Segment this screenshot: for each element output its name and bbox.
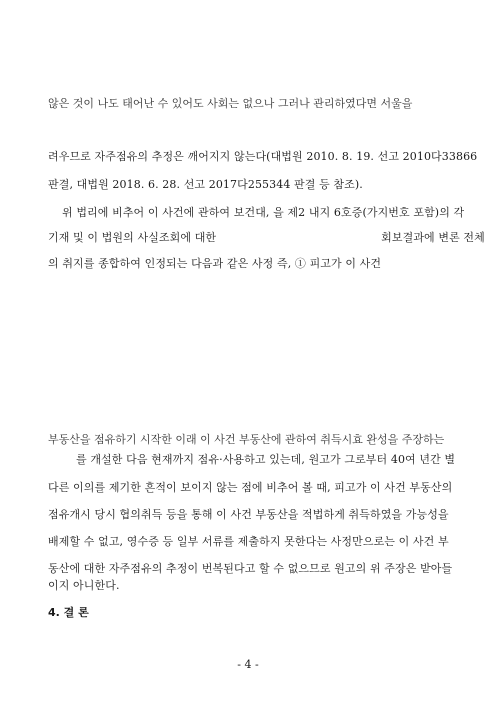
para1-line2: 판결, 대법원 2018. 6. 28. 선고 2017다255344 판결 등 참조). xyxy=(48,178,363,191)
clipped-text-top: 않은 것이 나도 태어난 수 있어도 사회는 없으나 그러나 관리하였다면 서울을 xyxy=(48,97,413,110)
para3-line4: 배제할 수 없고, 영수증 등 일부 서류를 제출하지 못한다는 사정만으로는 이 사건 부 xyxy=(48,535,449,548)
section-heading: 4. 결 론 xyxy=(48,606,89,619)
para2-line2-left: 기재 및 이 법원의 사실조회에 대한 xyxy=(48,231,217,244)
page-number: - 4 - xyxy=(237,658,259,671)
para2-line2-right: 회보결과에 변론 전체 xyxy=(381,231,485,244)
para3-line5: 동산에 대한 자주점유의 추정이 번복된다고 할 수 없으므로 원고의 위 주장은 받아들 xyxy=(48,562,453,575)
para3-line3: 점유개시 당시 협의취득 등을 통해 이 사건 부동산을 적법하게 취득하였을 가능성을 xyxy=(48,508,449,521)
para2-line2 xyxy=(48,231,485,245)
para3-line6: 이지 아니한다. xyxy=(48,579,120,592)
para3-line2: 다른 이의를 제기한 흔적이 보이지 않는 점에 비추어 볼 때, 피고가 이 사건 부동산의 xyxy=(48,481,453,494)
clipped-line-mid xyxy=(48,433,448,446)
para1-line1: 려우므로 자주점유의 추정은 깨어지지 않는다(대법원 2010. 8. 19. 선고 2010다33866 xyxy=(48,150,478,163)
clipped-text-mid: 부동산을 점유하기 시작한 이래 이 사건 부동산에 관하여 취득시효 완성을 주장하는 xyxy=(48,433,445,446)
para2-line1: 위 법리에 비추어 이 사건에 관하여 보건대, 을 제2 내지 6호증(가지번호 포함)의 각 xyxy=(62,206,465,219)
para3-line1: 를 개설한 다음 현재까지 점유·사용하고 있는데, 원고가 그로부터 40여 년간 별 xyxy=(76,453,456,466)
clipped-line-top xyxy=(48,97,448,111)
para2-line3: 의 취지를 종합하여 인정되는 다음과 같은 사정 즉, ① 피고가 이 사건 xyxy=(48,257,382,270)
